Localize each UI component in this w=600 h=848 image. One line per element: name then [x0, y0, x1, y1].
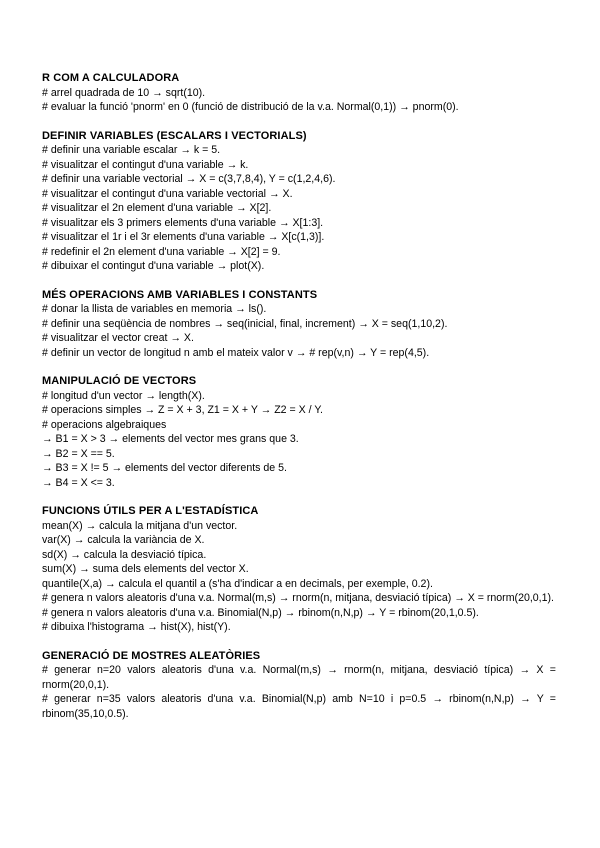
section-title: MÉS OPERACIONS AMB VARIABLES I CONSTANTS: [42, 288, 318, 301]
text-line: # redefinir el 2n element d'una variable → X[2] = 9.: [42, 245, 281, 258]
text-line: # definir un vector de longitud n amb el mateix valor v → # rep(v,n) → Y = rep(4,5).: [42, 346, 430, 359]
text-line: var(X) → calcula la variància de X.: [42, 534, 205, 546]
text-line: → B3 = X != 5 → elements del vector diferents de 5.: [42, 462, 287, 474]
section-random-samples: [42, 649, 556, 722]
text-line: # donar la llista de variables en memoria → ls().: [42, 303, 267, 315]
section-title: R COM A CALCULADORA: [42, 72, 180, 84]
text-line: # generar n=20 valors aleatoris d'una v.a. Normal(m,s) → rnorm(n, mitjana, desviació típica) → X = rnorm(20,0,1).: [42, 664, 556, 691]
text-line: → B2 = X == 5.: [42, 447, 115, 460]
text-line: mean(X) → calcula la mitjana d'un vector.: [42, 519, 238, 532]
section-title: DEFINIR VARIABLES (ESCALARS I VECTORIALS): [42, 129, 307, 142]
text-line: # dibuixa l'histograma → hist(X), hist(Y).: [42, 621, 231, 633]
text-line: # visualitzar el 1r i el 3r elements d'una variable → X[c(1,3)].: [42, 231, 325, 243]
text-line: quantile(X,a) → calcula el quantil a (s'ha d'indicar a en decimals, per exemple, 0.2).: [42, 577, 433, 590]
section-title: MANIPULACIÓ DE VECTORS: [42, 375, 197, 387]
document-page: [42, 71, 556, 735]
text-line: # genera n valors aleatoris d'una v.a. Normal(m,s) → rnorm(n, mitjana, desviació típica) → X = rnorm(20,0,1).: [42, 592, 554, 604]
text-line: # longitud d'un vector → length(X).: [42, 389, 205, 402]
section-title: GENERACIÓ DE MOSTRES ALEATÒRIES: [42, 649, 261, 662]
text-line: # arrel quadrada de 10 → sqrt(10).: [42, 86, 206, 99]
text-line: # operacions simples → Z = X + 3, Z1 = X + Y → Z2 = X / Y.: [42, 404, 323, 416]
section-vector-manipulation: [42, 374, 556, 490]
text-line: # visualitzar el vector creat → X.: [42, 332, 194, 344]
text-line: sd(X) → calcula la desviació típica.: [42, 548, 207, 561]
text-line: # generar n=35 valors aleatoris d'una v.a. Binomial(N,p) amb N=10 i p=0.5 → rbinom(n,N,p) → Y = rbinom(35,10,0.5).: [42, 693, 556, 720]
text-line: sum(X) → suma dels elements del vector X.: [42, 563, 249, 575]
text-line: # visualitzar el contingut d'una variable → k.: [42, 158, 249, 171]
text-line: # visualitzar els 3 primers elements d'una variable → X[1:3].: [42, 216, 324, 229]
text-line: → B4 = X <= 3.: [42, 476, 115, 489]
text-line: # visualitzar el 2n element d'una variable → X[2].: [42, 202, 272, 214]
text-line: # definir una variable vectorial → X = c(3,7,8,4), Y = c(1,2,4,6).: [42, 173, 336, 185]
section-statistics-functions: [42, 504, 556, 635]
text-line: # definir una variable escalar → k = 5.: [42, 144, 221, 156]
text-line: # evaluar la funció 'pnorm' en 0 (funció de distribució de la v.a. Normal(0,1)) → pnorm(0).: [42, 101, 459, 113]
text-line: # operacions algebraiques: [42, 418, 167, 431]
text-line: # genera n valors aleatoris d'una v.a. Binomial(N,p) → rbinom(n,N,p) → Y = rbinom(20,1,0.5).: [42, 606, 479, 619]
section-more-operations: [42, 288, 556, 361]
section-define-variables: [42, 129, 556, 274]
section-r-calculator: [42, 71, 556, 115]
text-line: → B1 = X > 3 → elements del vector mes grans que 3.: [42, 433, 299, 445]
text-line: # visualitzar el contingut d'una variable vectorial → X.: [42, 187, 293, 200]
text-line: # dibuixar el contingut d'una variable → plot(X).: [42, 260, 265, 272]
section-title: FUNCIONS ÚTILS PER A L'ESTADÍSTICA: [42, 505, 259, 517]
text-line: # definir una seqüència de nombres → seq(inicial, final, increment) → X = seq(1,10,2).: [42, 317, 448, 330]
